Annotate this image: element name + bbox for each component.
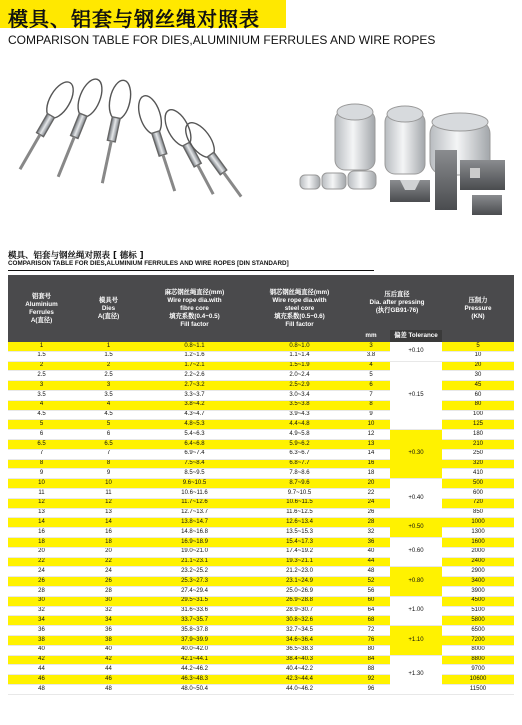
fibre-core-cell: 48.0~50.4: [142, 684, 247, 694]
ferrule-cell: 2.5: [8, 371, 75, 381]
fibre-core-cell: 42.1~44.1: [142, 655, 247, 665]
pressure-cell: 3900: [442, 586, 514, 596]
dies-cell: 18: [75, 537, 142, 547]
steel-core-cell: 17.4~19.2: [247, 547, 352, 557]
steel-core-cell: 6.3~6.7: [247, 449, 352, 459]
pressed-dia-cell: 76: [352, 635, 390, 645]
ferrule-cell: 20: [8, 547, 75, 557]
ferrule-cell: 6: [8, 430, 75, 440]
fibre-core-cell: 46.3~48.3: [142, 675, 247, 685]
dies-cell: 13: [75, 508, 142, 518]
fibre-core-cell: 33.7~35.7: [142, 616, 247, 626]
ferrule-cell: 26: [8, 577, 75, 587]
fibre-core-cell: 40.0~42.0: [142, 645, 247, 655]
pressed-dia-cell: 14: [352, 449, 390, 459]
steel-core-cell: 3.0~3.4: [247, 390, 352, 400]
dies-cell: 42: [75, 655, 142, 665]
steel-core-cell: 4.9~5.8: [247, 430, 352, 440]
comparison-table: [8, 275, 514, 695]
dies-cell: 46: [75, 675, 142, 685]
pressure-cell: 20: [442, 361, 514, 371]
ferrule-cell: 1: [8, 342, 75, 351]
pressure-cell: 320: [442, 459, 514, 469]
steel-core-cell: 40.4~42.2: [247, 665, 352, 675]
pressed-dia-cell: 9: [352, 410, 390, 420]
fibre-core-cell: 8.5~9.5: [142, 469, 247, 479]
fibre-core-cell: 5.4~6.3: [142, 430, 247, 440]
ferrule-cell: 1.5: [8, 351, 75, 361]
dies-cell: 22: [75, 557, 142, 567]
ferrule-cell: 7: [8, 449, 75, 459]
dies-cell: 24: [75, 567, 142, 577]
pressed-dia-cell: 7: [352, 390, 390, 400]
pressed-dia-cell: 4: [352, 361, 390, 371]
pressed-dia-cell: 6: [352, 381, 390, 391]
pressure-cell: 210: [442, 439, 514, 449]
ferrule-cell: 10: [8, 479, 75, 489]
table-row: [8, 518, 514, 528]
ferrule-cell: 42: [8, 655, 75, 665]
pressure-cell: 180: [442, 430, 514, 440]
ferrule-cell: 30: [8, 596, 75, 606]
steel-core-cell: 10.6~11.5: [247, 498, 352, 508]
steel-core-cell: 36.5~38.3: [247, 645, 352, 655]
steel-core-cell: 2.5~2.9: [247, 381, 352, 391]
dies-cell: 30: [75, 596, 142, 606]
pressure-cell: 500: [442, 479, 514, 489]
pressure-cell: 7200: [442, 635, 514, 645]
dies-cell: 28: [75, 586, 142, 596]
ferrule-cell: 11: [8, 488, 75, 498]
pressed-dia-cell: 56: [352, 586, 390, 596]
dies-cell: 14: [75, 518, 142, 528]
table-body: [8, 342, 514, 694]
pressed-dia-cell: 24: [352, 498, 390, 508]
tolerance-cell: +0.60: [390, 537, 442, 566]
pressure-cell: 410: [442, 469, 514, 479]
pressure-cell: 600: [442, 488, 514, 498]
ferrule-cell: 24: [8, 567, 75, 577]
pressure-cell: 720: [442, 498, 514, 508]
ferrule-cell: 44: [8, 665, 75, 675]
tolerance-cell: +0.10: [390, 342, 442, 361]
pressed-dia-cell: 20: [352, 479, 390, 489]
fibre-core-cell: 2.7~3.2: [142, 381, 247, 391]
steel-core-cell: 25.0~26.9: [247, 586, 352, 596]
dies-cell: 9: [75, 469, 142, 479]
dies-cell: 36: [75, 626, 142, 636]
pressed-dia-cell: 48: [352, 567, 390, 577]
steel-core-cell: 15.4~17.3: [247, 537, 352, 547]
fibre-core-cell: 11.7~12.6: [142, 498, 247, 508]
pressure-cell: 850: [442, 508, 514, 518]
pressed-dia-cell: 72: [352, 626, 390, 636]
table-row: [8, 537, 514, 547]
pressure-cell: 1600: [442, 537, 514, 547]
tolerance-cell: +1.10: [390, 626, 442, 655]
pressure-cell: 4500: [442, 596, 514, 606]
pressure-cell: 5100: [442, 606, 514, 616]
section-title-en: COMPARISON TABLE FOR DIES,ALUMINIUM FERRULES AND WIRE ROPES [DIN STANDARD]: [8, 260, 289, 267]
fibre-core-cell: 16.9~18.9: [142, 537, 247, 547]
table-row: [8, 342, 514, 351]
dies-cell: 1: [75, 342, 142, 351]
pressed-dia-cell: 32: [352, 528, 390, 538]
pressure-cell: 45: [442, 381, 514, 391]
ferrule-cell: 5: [8, 420, 75, 430]
dies-cell: 4.5: [75, 410, 142, 420]
ferrule-cell: 48: [8, 684, 75, 694]
fibre-core-cell: 19.0~21.0: [142, 547, 247, 557]
pressed-dia-cell: 44: [352, 557, 390, 567]
pressure-cell: 10: [442, 351, 514, 361]
ferrule-cell: 22: [8, 557, 75, 567]
steel-core-cell: 7.8~8.6: [247, 469, 352, 479]
pressed-dia-cell: 52: [352, 577, 390, 587]
pressed-dia-cell: 60: [352, 596, 390, 606]
fibre-core-cell: 12.7~13.7: [142, 508, 247, 518]
pressed-dia-cell: 3.8: [352, 351, 390, 361]
ferrule-cell: 3: [8, 381, 75, 391]
ferrule-cell: 3.5: [8, 390, 75, 400]
pressure-cell: 5800: [442, 616, 514, 626]
fibre-core-cell: 2.2~2.6: [142, 371, 247, 381]
dies-cell: 16: [75, 528, 142, 538]
tolerance-cell: +0.50: [390, 518, 442, 538]
table-row: [8, 361, 514, 371]
tolerance-cell: +0.30: [390, 430, 442, 479]
table-row: [8, 567, 514, 577]
dies-cell: 11: [75, 488, 142, 498]
pressed-dia-cell: 3: [352, 342, 390, 351]
ferrule-cell: 40: [8, 645, 75, 655]
steel-core-cell: 6.8~7.7: [247, 459, 352, 469]
dies-cell: 8: [75, 459, 142, 469]
pressed-dia-cell: 16: [352, 459, 390, 469]
fibre-core-cell: 25.3~27.3: [142, 577, 247, 587]
pressed-dia-cell: 84: [352, 655, 390, 665]
tolerance-cell: +1.00: [390, 596, 442, 625]
dies-cell: 2.5: [75, 371, 142, 381]
page-title-en: COMPARISON TABLE FOR DIES,ALUMINIUM FERRULES AND WIRE ROPES: [8, 33, 436, 47]
ferrule-cell: 18: [8, 537, 75, 547]
pressed-dia-cell: 88: [352, 665, 390, 675]
steel-core-cell: 12.6~13.4: [247, 518, 352, 528]
steel-core-cell: 13.5~15.3: [247, 528, 352, 538]
dies-cell: 6.5: [75, 439, 142, 449]
dies-cell: 3: [75, 381, 142, 391]
steel-core-cell: 23.1~24.9: [247, 577, 352, 587]
fibre-core-cell: 1.7~2.1: [142, 361, 247, 371]
dies-cell: 5: [75, 420, 142, 430]
page-title-cn: 模具、铝套与钢丝绳对照表: [8, 7, 260, 31]
steel-core-cell: 30.8~32.6: [247, 616, 352, 626]
fibre-core-cell: 37.9~39.9: [142, 635, 247, 645]
steel-core-cell: 9.7~10.5: [247, 488, 352, 498]
pressed-dia-cell: 92: [352, 675, 390, 685]
header-dia-after-pressing: 压后直径 Dia. after pressing (执行GB91-76): [352, 275, 442, 330]
fibre-core-cell: 6.4~6.8: [142, 439, 247, 449]
steel-core-cell: 38.4~40.3: [247, 655, 352, 665]
steel-core-cell: 4.4~4.8: [247, 420, 352, 430]
ferrule-cell: 46: [8, 675, 75, 685]
pressure-cell: 10600: [442, 675, 514, 685]
ferrule-cell: 28: [8, 586, 75, 596]
ferrule-cell: 8: [8, 459, 75, 469]
dies-cell: 1.5: [75, 351, 142, 361]
ferrule-cell: 14: [8, 518, 75, 528]
dies-cell: 4: [75, 400, 142, 410]
pressed-dia-cell: 13: [352, 439, 390, 449]
steel-core-cell: 1.5~1.9: [247, 361, 352, 371]
pressure-cell: 2400: [442, 557, 514, 567]
dies-cell: 40: [75, 645, 142, 655]
table-row: [8, 430, 514, 440]
section-divider: [8, 270, 374, 271]
dies-cell: 6: [75, 430, 142, 440]
pressure-cell: 1300: [442, 528, 514, 538]
pressed-dia-cell: 68: [352, 616, 390, 626]
fibre-core-cell: 3.8~4.2: [142, 400, 247, 410]
dies-cell: 38: [75, 635, 142, 645]
pressed-dia-cell: 22: [352, 488, 390, 498]
fibre-core-cell: 10.6~11.6: [142, 488, 247, 498]
pressed-dia-cell: 8: [352, 400, 390, 410]
pressure-cell: 250: [442, 449, 514, 459]
steel-core-cell: 8.7~9.6: [247, 479, 352, 489]
steel-core-cell: 0.8~1.0: [247, 342, 352, 351]
pressed-dia-cell: 10: [352, 420, 390, 430]
steel-core-cell: 19.3~21.1: [247, 557, 352, 567]
pressed-dia-cell: 36: [352, 537, 390, 547]
fibre-core-cell: 1.2~1.6: [142, 351, 247, 361]
ferrule-cell: 9: [8, 469, 75, 479]
fibre-core-cell: 7.5~8.4: [142, 459, 247, 469]
dies-cell: 26: [75, 577, 142, 587]
wire-rope-assemblies-image: [11, 76, 249, 203]
pressed-dia-cell: 64: [352, 606, 390, 616]
fibre-core-cell: 9.6~10.5: [142, 479, 247, 489]
pressed-dia-cell: 28: [352, 518, 390, 528]
dies-cell: 12: [75, 498, 142, 508]
fibre-core-cell: 13.8~14.7: [142, 518, 247, 528]
header-dies: 模具号 Dies A(直径): [75, 275, 142, 342]
fibre-core-cell: 23.2~25.2: [142, 567, 247, 577]
pressure-cell: 6500: [442, 626, 514, 636]
steel-core-cell: 11.6~12.5: [247, 508, 352, 518]
fibre-core-cell: 0.8~1.1: [142, 342, 247, 351]
ferrule-cell: 34: [8, 616, 75, 626]
steel-core-cell: 21.2~23.0: [247, 567, 352, 577]
pressure-cell: 125: [442, 420, 514, 430]
steel-core-cell: 32.7~34.5: [247, 626, 352, 636]
steel-core-cell: 5.9~6.2: [247, 439, 352, 449]
fibre-core-cell: 31.6~33.6: [142, 606, 247, 616]
pressed-dia-cell: 96: [352, 684, 390, 694]
pressure-cell: 1000: [442, 518, 514, 528]
steel-core-cell: 2.0~2.4: [247, 371, 352, 381]
fibre-core-cell: 29.5~31.5: [142, 596, 247, 606]
product-photos: [0, 60, 522, 245]
tolerance-cell: +0.15: [390, 361, 442, 430]
tolerance-cell: +1.30: [390, 655, 442, 694]
fibre-core-cell: 14.8~16.8: [142, 528, 247, 538]
ferrule-cell: 6.5: [8, 439, 75, 449]
table-row: [8, 479, 514, 489]
tolerance-cell: +0.80: [390, 567, 442, 596]
ferrule-cell: 16: [8, 528, 75, 538]
fibre-core-cell: 4.8~5.3: [142, 420, 247, 430]
pressed-dia-cell: 40: [352, 547, 390, 557]
dies-cell: 48: [75, 684, 142, 694]
steel-core-cell: 3.5~3.8: [247, 400, 352, 410]
header-mm: mm: [352, 330, 390, 342]
fibre-core-cell: 3.3~3.7: [142, 390, 247, 400]
table-row: [8, 626, 514, 636]
steel-core-cell: 44.0~46.2: [247, 684, 352, 694]
pressed-dia-cell: 12: [352, 430, 390, 440]
pressure-cell: 8800: [442, 655, 514, 665]
pressure-cell: 30: [442, 371, 514, 381]
pressure-cell: 80: [442, 400, 514, 410]
header-fibre-core: 麻芯钢丝绳直径(mm) Wire rope dia.with fibre core 填充系数(0.4~0.5) Fill factor: [142, 275, 247, 342]
header-tolerance: 偏差 Tolerance: [390, 330, 442, 342]
header-steel-core: 钢芯钢丝绳直径(mm) Wire rope dia.with steel core 填充系数(0.5~0.6) Fill factor: [247, 275, 352, 342]
dies-cell: 32: [75, 606, 142, 616]
tolerance-cell: +0.40: [390, 479, 442, 518]
dies-cell: 7: [75, 449, 142, 459]
steel-core-cell: 1.1~1.4: [247, 351, 352, 361]
ferrule-cell: 12: [8, 498, 75, 508]
steel-core-cell: 28.9~30.7: [247, 606, 352, 616]
fibre-core-cell: 21.1~23.1: [142, 557, 247, 567]
ferrule-cell: 36: [8, 626, 75, 636]
steel-core-cell: 42.3~44.4: [247, 675, 352, 685]
pressed-dia-cell: 80: [352, 645, 390, 655]
header-pressure: 压制力 Pressure (KN): [442, 275, 514, 342]
pressure-cell: 9700: [442, 665, 514, 675]
ferrule-cell: 2: [8, 361, 75, 371]
pressure-cell: 8000: [442, 645, 514, 655]
header-ferrule: 铝套号 Aluminium Ferrules A(直径): [8, 275, 75, 342]
dies-cell: 3.5: [75, 390, 142, 400]
pressed-dia-cell: 5: [352, 371, 390, 381]
dies-cell: 10: [75, 479, 142, 489]
pressure-cell: 100: [442, 410, 514, 420]
ferrules-and-dies-image: [300, 104, 505, 215]
pressure-cell: 3400: [442, 577, 514, 587]
pressed-dia-cell: 18: [352, 469, 390, 479]
pressure-cell: 11500: [442, 684, 514, 694]
fibre-core-cell: 27.4~29.4: [142, 586, 247, 596]
ferrule-cell: 38: [8, 635, 75, 645]
fibre-core-cell: 6.9~7.4: [142, 449, 247, 459]
steel-core-cell: 26.9~28.8: [247, 596, 352, 606]
dies-cell: 34: [75, 616, 142, 626]
ferrule-cell: 32: [8, 606, 75, 616]
table-row: [8, 596, 514, 606]
fibre-core-cell: 44.2~46.2: [142, 665, 247, 675]
fibre-core-cell: 35.8~37.8: [142, 626, 247, 636]
ferrule-cell: 4.5: [8, 410, 75, 420]
dies-cell: 20: [75, 547, 142, 557]
dies-cell: 2: [75, 361, 142, 371]
ferrule-cell: 13: [8, 508, 75, 518]
pressure-cell: 60: [442, 390, 514, 400]
pressure-cell: 5: [442, 342, 514, 351]
pressure-cell: 2900: [442, 567, 514, 577]
steel-core-cell: 34.6~36.4: [247, 635, 352, 645]
ferrule-cell: 4: [8, 400, 75, 410]
fibre-core-cell: 4.3~4.7: [142, 410, 247, 420]
section-title-cn: 模具、铝套与钢丝绳对照表 [ 德标 ]: [8, 251, 144, 261]
pressed-dia-cell: 26: [352, 508, 390, 518]
dies-cell: 44: [75, 665, 142, 675]
steel-core-cell: 3.9~4.3: [247, 410, 352, 420]
pressure-cell: 2000: [442, 547, 514, 557]
table-row: [8, 655, 514, 665]
